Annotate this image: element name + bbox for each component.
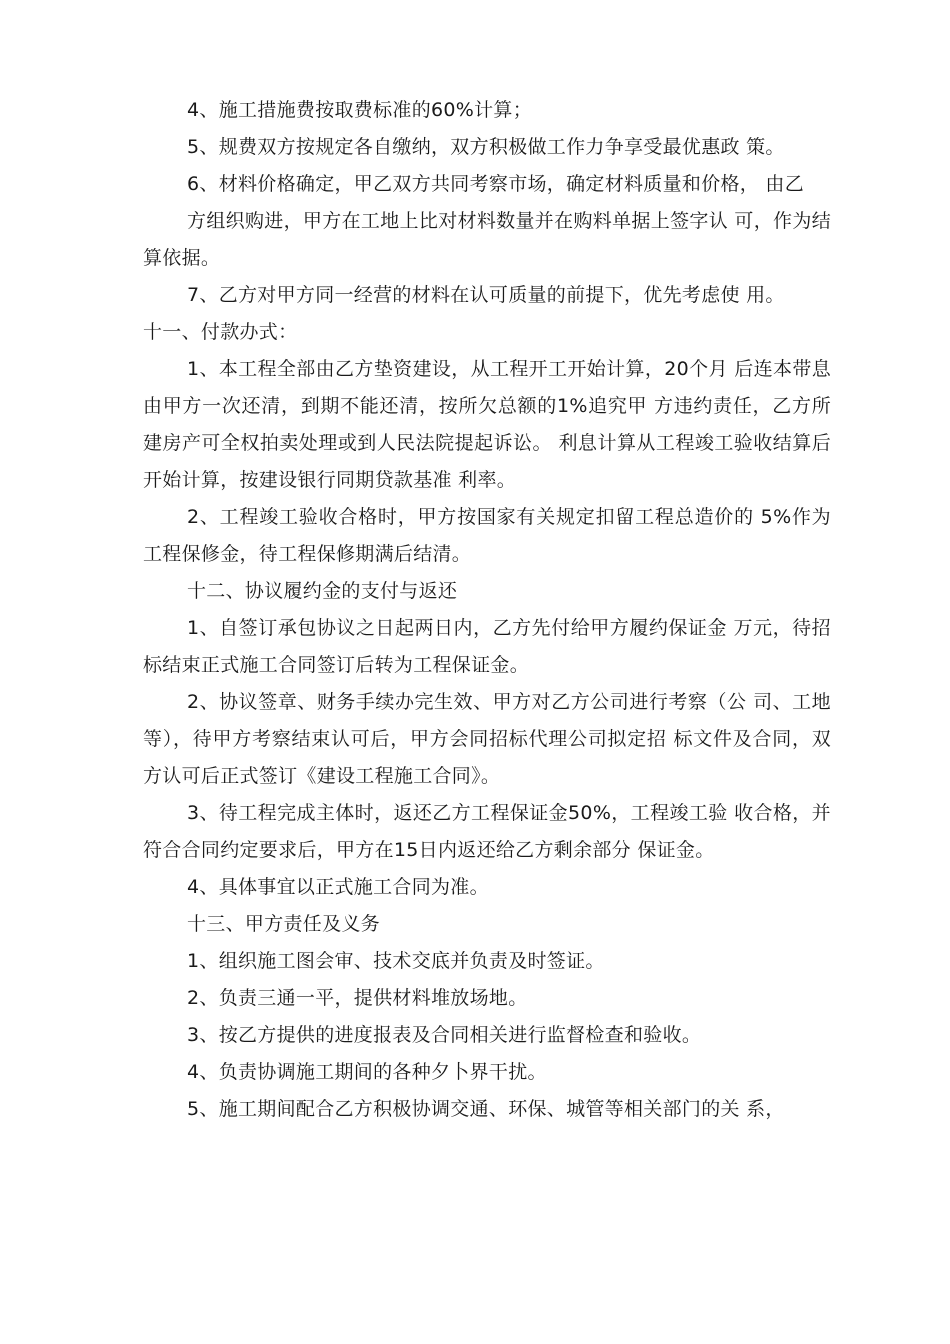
paragraph-duty-4: 4、负责协调施工期间的各种夕卜界干扰。	[187, 1061, 547, 1083]
paragraph-item-6-material-price: 6、材料价格确定，甲乙双方共同考察市场，确定材料质量和价格， 由乙	[187, 173, 805, 195]
paragraph-purchase-continuation: 方组织购进，甲方在工地上比对材料数量并在购料单据上签字认 可，作为结算依据。	[143, 210, 831, 269]
paragraph-item-7-materials: 7、乙方对甲方同一经营的材料在认可质量的前提下，优先考虑使 用。	[187, 284, 785, 306]
document-body	[143, 92, 831, 1128]
paragraph-duty-5: 5、施工期间配合乙方积极协调交通、环保、城管等相关部门的关 系，	[187, 1098, 785, 1120]
paragraph-bond-4: 4、具体事宜以正式施工合同为准。	[187, 876, 489, 898]
paragraph-bond-3: 3、待工程完成主体时，返还乙方工程保证金50%，工程竣工验 收合格，并符合合同约定要求后，甲方在15日内返还给乙方剩余部分 保证金。	[143, 802, 831, 861]
section-heading-12-performance-bond: 十二、协议履约金的支付与返还	[187, 580, 458, 602]
paragraph-item-4-measures-fee: 4、施工措施费按取费标准的60%计算；	[187, 99, 533, 121]
section-heading-11-payment: 十一、付款办式：	[143, 321, 298, 343]
paragraph-bond-2: 2、协议签章、财务手续办完生效、甲方对乙方公司进行考察（公 司、工地等），待甲方考察结束认可后，甲方会同招标代理公司拟定招 标文件及合同，双方认可后正式签订《建设工程施工合同》。	[143, 691, 831, 787]
paragraph-payment-1: 1、本工程全部由乙方垫资建设，从工程开工开始计算，20个月 后连本带息由甲方一次还清，到期不能还清，按所欠总额的1%追究甲 方违约责任，乙方所建房产可全权拍卖处理或到人民法院提起诉讼。 利息计算从工程竣工验收结算后开始计算，按建设银行同期贷款基准 利率。	[143, 358, 831, 491]
paragraph-duty-2: 2、负责三通一平，提供材料堆放场地。	[187, 987, 528, 1009]
section-heading-13-party-a-duties: 十三、甲方责任及义务	[187, 913, 381, 935]
paragraph-item-5-fees: 5、规费双方按规定各自缴纳，双方积极做工作力争享受最优惠政 策。	[187, 136, 785, 158]
paragraph-bond-1: 1、自签订承包协议之日起两日内，乙方先付给甲方履约保证金 万元，待招标结束正式施工合同签订后转为工程保证金。	[143, 617, 831, 676]
paragraph-duty-3: 3、按乙方提供的进度报表及合同相关进行监督检查和验收。	[187, 1024, 702, 1046]
paragraph-payment-2: 2、工程竣工验收合格时，甲方按国家有关规定扣留工程总造价的 5%作为工程保修金，待工程保修期满后结清。	[143, 506, 831, 565]
paragraph-duty-1: 1、组织施工图会审、技术交底并负责及时签证。	[187, 950, 605, 972]
